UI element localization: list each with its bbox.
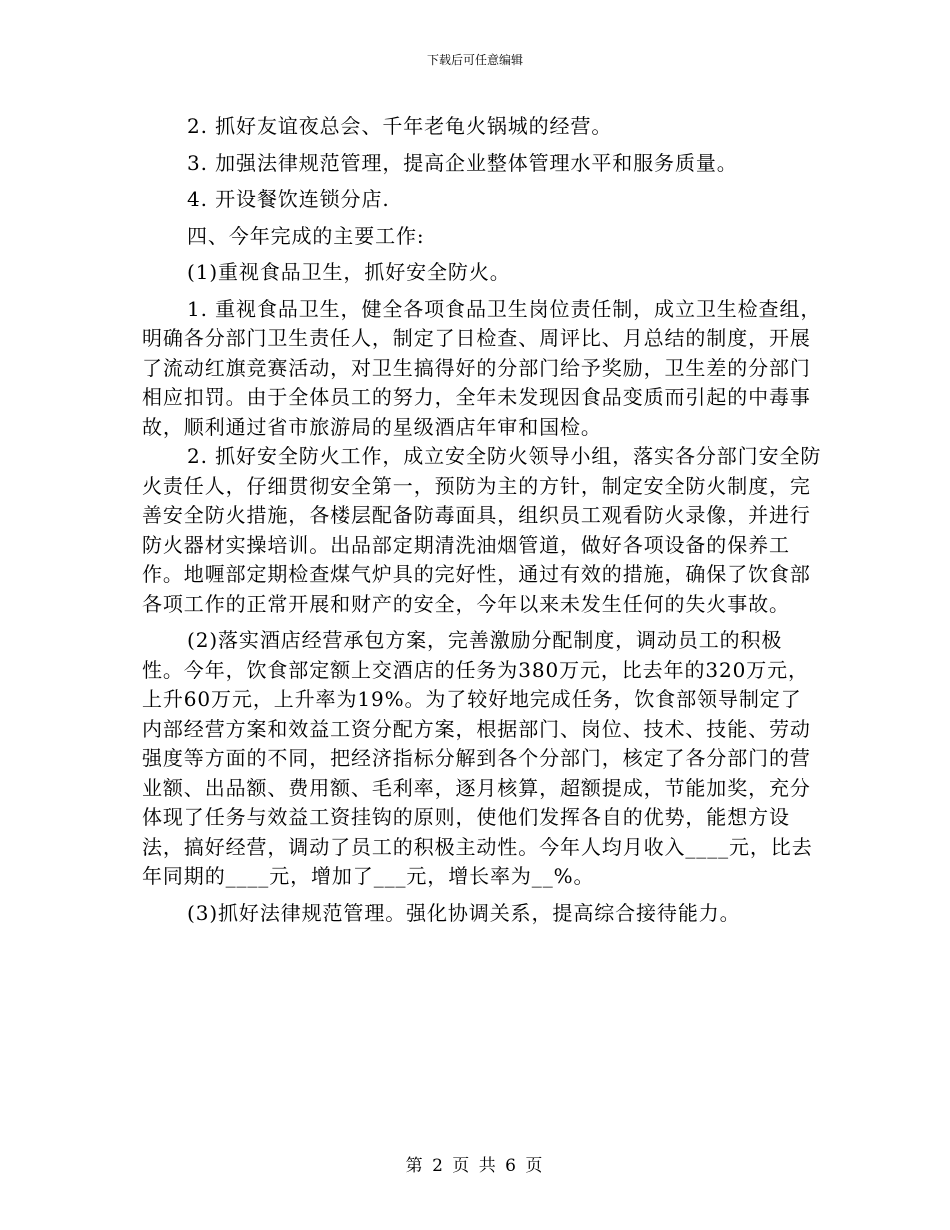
paragraph-plan-2: 2. 抓好友谊夜总会、千年老龟火锅城的经营。 — [187, 114, 613, 138]
paragraph-food-hygiene: 1. 重视食品卫生，健全各项食品卫生岗位责任制，成立卫生检查组，明确各分部门卫生责任人，制定了日检查、周评比、月总结的制度，开展了流动红旗竞赛活动，对卫生搞得好的分部门给予奖励，卫生差的分部门相应扣罚。由于全体员工的努力，全年未发现因食品变质而引起的中毒事故，顺利通过省市旅游局的星级酒店年审和国检。 — [142, 296, 822, 439]
paragraph-fire-safety: 2. 抓好安全防火工作，成立安全防火领导小组，落实各分部门安全防火责任人，仔细贯彻安全第一，预防为主的方针，制定安全防火制度，完善安全防火措施，各楼层配备防毒面具，组织员工观看防火录像，并进行防火器材实操培训。出品部定期清洗油烟管道，做好各项设备的保养工作。地喱部定期检查煤气炉具的完好性，通过有效的措施，确保了饮食部各项工作的正常开展和财产的安全，今年以来未发生任何的失火事故。 — [142, 444, 822, 616]
paragraph-contract-plan: (2)落实酒店经营承包方案，完善激励分配制度，调动员工的积极性。今年，饮食部定额上交酒店的任务为380万元，比去年的320万元，上升60万元，上升率为19%。为了较好地完成任务，饮食部领导制定了内部经营方案和效益工资分配方案，根据部门、岗位、技术、技能、劳动强度等方面的不同，把经济指标分解到各个分部门，核定了各分部门的营业额、出品额、费用额、毛利率，逐月核算，超额提成，节能加奖，充分体现了任务与效益工资挂钩的原则，使他们发挥各自的优势，能想方设法，搞好经营，调动了员工的积极主动性。今年人均月收入____元，比去年同期的____元，增加了___元，增长率为__%。 — [142, 628, 813, 888]
document-body — [142, 112, 822, 928]
page-footer: 第 2 页 共 6 页 — [405, 1156, 545, 1176]
paragraph-plan-3: 3. 加强法律规范管理，提高企业整体管理水平和服务质量。 — [187, 150, 738, 175]
paragraph-plan-4: 4. 开设餐饮连锁分店. — [187, 187, 390, 211]
section-heading-four: 四、今年完成的主要工作: — [187, 223, 425, 248]
page-header: 下载后可任意编辑 — [426, 53, 523, 67]
subheading-1: (1)重视食品卫生，抓好安全防火。 — [187, 260, 511, 284]
subheading-3: (3)抓好法律规范管理。强化协调关系，提高综合接待能力。 — [187, 900, 741, 925]
